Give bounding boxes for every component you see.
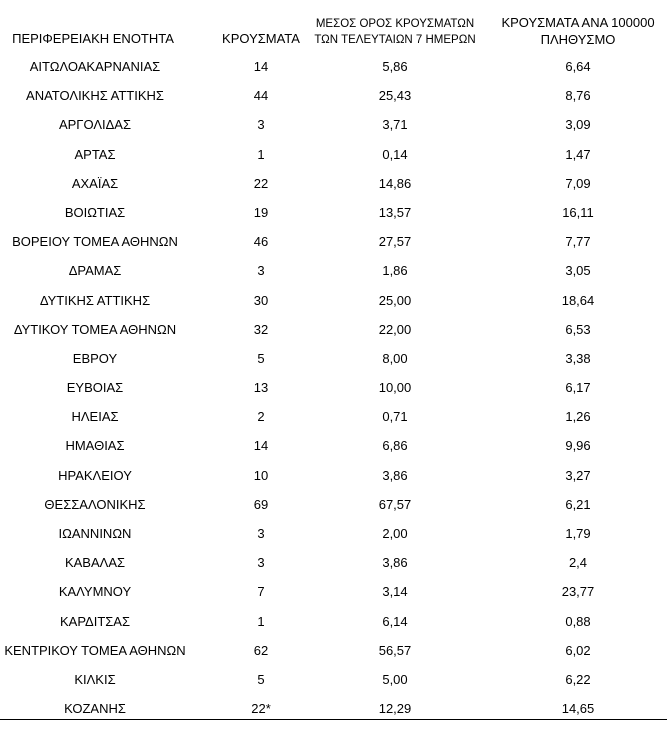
table-row xyxy=(0,52,667,81)
seven-day-average-cell: 3,14 xyxy=(382,584,408,600)
seven-day-average-cell: 2,00 xyxy=(382,526,408,541)
table-row xyxy=(0,373,667,402)
header-avg-line2: ΤΩΝ ΤΕΛΕΥΤΑΙΩΝ 7 ΗΜΕΡΩΝ xyxy=(314,34,476,46)
cases-cell: 1 xyxy=(257,613,265,629)
header-cases: ΚΡΟΥΣΜΑΤΑ xyxy=(222,31,300,46)
region-cell: ΗΛΕΙΑΣ xyxy=(71,409,119,425)
region-cell: ΕΥΒΟΙΑΣ xyxy=(66,380,124,396)
cases-per-100000-cell: 8,76 xyxy=(565,88,591,104)
cases-cell: 14 xyxy=(253,438,269,454)
cases-per-100000-cell: 3,05 xyxy=(565,263,591,279)
region-cell: ΒΟΙΩΤΙΑΣ xyxy=(64,204,126,220)
cases-cell: 44 xyxy=(253,88,269,104)
header-region: ΠΕΡΙΦΕΡΕΙΑΚΗ ΕΝΟΤΗΤΑ xyxy=(12,31,174,46)
cases-per-100000-cell: 1,47 xyxy=(565,146,591,162)
seven-day-average-cell: 1,86 xyxy=(382,263,408,279)
table-row xyxy=(0,577,667,606)
seven-day-average-cell: 6,14 xyxy=(382,613,408,629)
seven-day-average-cell: 6,86 xyxy=(382,438,408,454)
seven-day-average-cell: 0,14 xyxy=(382,146,408,162)
region-cell: ΑΝΑΤΟΛΙΚΗΣ ΑΤΤΙΚΗΣ xyxy=(26,88,164,104)
table-row xyxy=(0,636,667,665)
cases-per-100000-cell: 7,09 xyxy=(565,175,591,191)
region-cell: ΒΟΡΕΙΟΥ ΤΟΜΕΑ ΑΘΗΝΩΝ xyxy=(12,234,178,250)
cases-cell: 46 xyxy=(253,234,269,250)
cases-cell: 32 xyxy=(253,321,269,337)
cases-per-100000-cell: 1,26 xyxy=(565,409,591,425)
header-per-line2: ΠΛΗΘΥΣΜΟ xyxy=(540,32,616,47)
region-cell: ΚΕΝΤΡΙΚΟΥ ΤΟΜΕΑ ΑΘΗΝΩΝ xyxy=(4,642,186,658)
table-body xyxy=(0,52,667,723)
cases-per-100000-cell: 6,22 xyxy=(565,671,591,687)
table-row xyxy=(0,198,667,227)
cases-per-100000-cell: 6,64 xyxy=(565,59,591,74)
region-cell: ΑΡΤΑΣ xyxy=(74,146,116,162)
cases-per-100000-cell: 16,11 xyxy=(562,204,594,220)
seven-day-average-cell: 10,00 xyxy=(378,380,412,396)
table-row xyxy=(0,140,667,169)
seven-day-average-cell: 5,00 xyxy=(382,671,408,687)
region-cell: ΑΡΓΟΛΙΔΑΣ xyxy=(58,117,132,133)
cases-cell: 30 xyxy=(253,292,269,308)
seven-day-average-cell: 3,71 xyxy=(382,117,408,133)
seven-day-average-cell: 67,57 xyxy=(378,496,412,512)
region-cell: ΘΕΣΣΑΛΟΝΙΚΗΣ xyxy=(44,496,146,512)
table-row xyxy=(0,461,667,490)
region-cell: ΚΑΒΑΛΑΣ xyxy=(64,555,126,571)
cases-cell: 10 xyxy=(253,467,269,483)
table-row xyxy=(0,315,667,344)
cases-cell: 5 xyxy=(257,350,265,366)
table-bottom-rule xyxy=(0,719,667,720)
table-row xyxy=(0,286,667,315)
region-cell: ΗΜΑΘΙΑΣ xyxy=(65,438,125,454)
cases-cell: 1 xyxy=(257,146,265,162)
seven-day-average-cell: 25,00 xyxy=(378,292,412,308)
cases-per-100000-cell: 6,17 xyxy=(565,380,591,396)
table-row xyxy=(0,344,667,373)
seven-day-average-cell: 3,86 xyxy=(382,555,408,571)
table-row xyxy=(0,548,667,577)
region-cell: ΚΑΛΥΜΝΟΥ xyxy=(58,584,132,600)
cases-per-100000-cell: 23,77 xyxy=(561,584,595,600)
cases-cell: 13 xyxy=(253,380,269,396)
region-cell: ΔΥΤΙΚΟΥ ΤΟΜΕΑ ΑΘΗΝΩΝ xyxy=(13,321,177,337)
cases-per-100000-cell: 0,88 xyxy=(565,613,591,629)
cases-per-100000-cell: 14,65 xyxy=(561,701,595,717)
cases-per-100000-cell: 3,27 xyxy=(565,467,591,483)
table-row xyxy=(0,490,667,519)
table-row xyxy=(0,110,667,139)
table-row xyxy=(0,431,667,460)
cases-per-100000-cell: 3,09 xyxy=(565,117,591,133)
header-seven-day-average xyxy=(300,16,490,48)
table-header xyxy=(0,0,667,52)
cases-cell: 5 xyxy=(257,671,265,687)
seven-day-average-cell: 56,57 xyxy=(378,642,412,658)
table-row xyxy=(0,402,667,431)
header-cases-per-100000 xyxy=(478,14,667,48)
table-row xyxy=(0,256,667,285)
cases-per-100000-cell: 1,79 xyxy=(565,526,591,541)
cases-cell: 3 xyxy=(257,117,265,133)
cases-per-100000-cell: 6,02 xyxy=(565,642,591,658)
region-cell: ΗΡΑΚΛΕΙΟΥ xyxy=(58,467,132,483)
cases-cell: 3 xyxy=(257,555,265,571)
cases-cell: 22 xyxy=(253,175,269,191)
cases-cell: 14 xyxy=(253,59,269,74)
cases-per-100000-cell: 2,4 xyxy=(568,555,588,571)
seven-day-average-cell: 14,86 xyxy=(378,175,412,191)
cases-per-100000-cell: 18,64 xyxy=(561,292,595,308)
seven-day-average-cell: 0,71 xyxy=(382,409,408,425)
region-cell: ΚΟΖΑΝΗΣ xyxy=(64,701,126,717)
seven-day-average-cell: 27,57 xyxy=(378,234,412,250)
cases-per-100000-cell: 6,53 xyxy=(565,321,591,337)
cases-cell: 3 xyxy=(257,263,265,279)
table-row xyxy=(0,81,667,110)
cases-cell: 62 xyxy=(253,642,269,658)
header-avg-line1: ΜΕΣΟΣ ΟΡΟΣ ΚΡΟΥΣΜΑΤΩΝ xyxy=(315,18,475,30)
cases-cell: 2 xyxy=(257,409,265,425)
table-row xyxy=(0,665,667,694)
cases-cell: 7 xyxy=(257,584,265,600)
seven-day-average-cell: 3,86 xyxy=(382,467,408,483)
region-cell: ΔΡΑΜΑΣ xyxy=(68,263,122,279)
table-row xyxy=(0,519,667,548)
region-cell: ΙΩΑΝΝΙΝΩΝ xyxy=(58,526,132,541)
cases-cell: 19 xyxy=(253,204,269,220)
seven-day-average-cell: 5,86 xyxy=(382,59,408,74)
cases-per-100000-cell: 6,21 xyxy=(565,496,591,512)
header-per-line1: ΚΡΟΥΣΜΑΤΑ ΑΝΑ 100000 xyxy=(501,15,655,30)
region-cell: ΚΑΡΔΙΤΣΑΣ xyxy=(59,613,131,629)
cases-cell: 22* xyxy=(251,701,271,717)
seven-day-average-cell: 13,57 xyxy=(378,204,412,220)
cases-per-100000-cell: 7,77 xyxy=(565,234,591,250)
table-row xyxy=(0,227,667,256)
cases-cell: 3 xyxy=(257,526,265,541)
table-row xyxy=(0,169,667,198)
seven-day-average-cell: 8,00 xyxy=(382,350,408,366)
region-cell: ΚΙΛΚΙΣ xyxy=(74,671,116,687)
seven-day-average-cell: 25,43 xyxy=(378,88,412,104)
seven-day-average-cell: 22,00 xyxy=(378,321,412,337)
cases-per-100000-cell: 3,38 xyxy=(565,350,591,366)
cases-per-100000-cell: 9,96 xyxy=(565,438,591,454)
table-row xyxy=(0,607,667,636)
seven-day-average-cell: 12,29 xyxy=(378,701,412,717)
region-cell: ΕΒΡΟΥ xyxy=(72,350,118,366)
region-cell: ΑΙΤΩΛΟΑΚΑΡΝΑΝΙΑΣ xyxy=(29,59,161,74)
cases-cell: 69 xyxy=(253,496,269,512)
region-cell: ΑΧΑΪΑΣ xyxy=(71,175,119,191)
region-cell: ΔΥΤΙΚΗΣ ΑΤΤΙΚΗΣ xyxy=(39,292,151,308)
